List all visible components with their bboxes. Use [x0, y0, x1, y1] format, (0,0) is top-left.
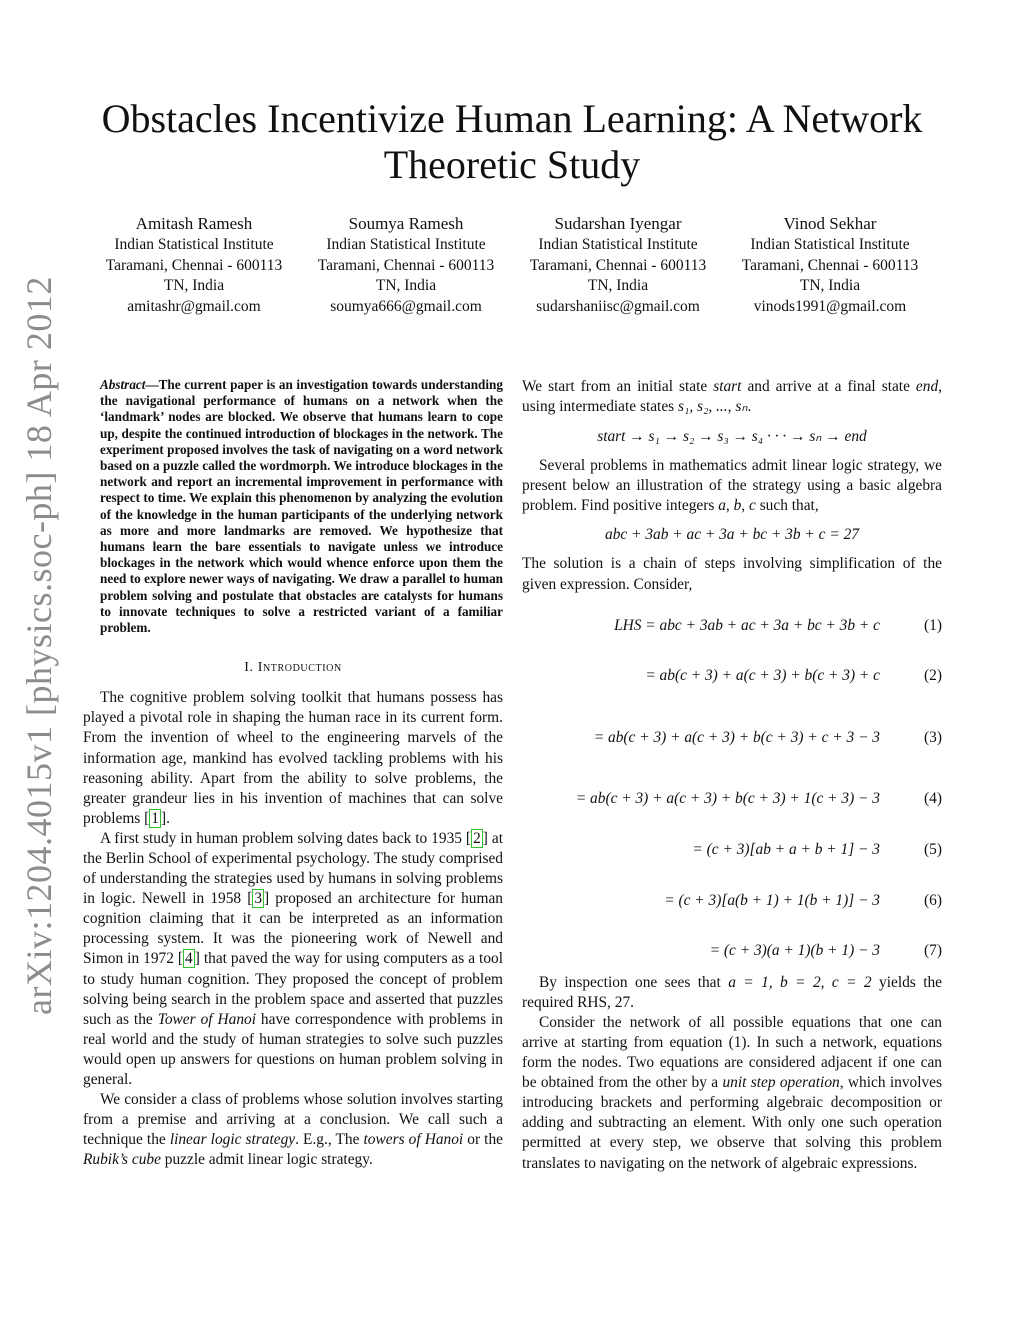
equation-expression: = ab(c + 3) + a(c + 3) + b(c + 3) + 1(c + 3) − 3: [575, 789, 880, 807]
right-column: [522, 377, 942, 1174]
text-run: proposed an architecture for human cognition claiming that it can be interpreted as an information processing system. It was the pioneering work of Newell and Simon in 1972: [83, 890, 503, 968]
citation-link[interactable]: 2: [473, 829, 481, 847]
arxiv-sidebar-stamp: arXiv:1204.4015v1 [physics.soc-ph] 18 Apr 2012: [19, 276, 59, 1015]
text-run: that paved the way for using computers as a tool to study human cognition. They proposed the concept of problem solving being search in the problem space and asserted that puzzles such as the: [83, 950, 503, 1028]
emphasis: linear logic strategy: [169, 1131, 296, 1149]
emphasis: towers of Hanoi: [363, 1131, 464, 1149]
text-run: We consider a class of problems whose solution involves starting from a premise and arriving at a conclusion. We call such a technique the: [83, 1091, 503, 1149]
author-block: [88, 213, 936, 317]
equation-number: (1): [924, 616, 942, 634]
abstract-text: —The current paper is an investigation towards understanding the navigational performance of humans on a network when the ‘landmark’ nodes are blocked. We observe that humans learn to cope up, despite the continued introduction of blockages in the network. The experiment proposed involves the task of navigating on a word network based on a puzzle called the wordmorph. We introduce blockages in the network and report an incremental improvement in performance with respect to time. We explain this phenomenon by analyzing the evolution of the knowledge in the human participants of the underlying network as more and more landmarks are removed. We hypothesize that humans learn the bare essentials to navigate unless we introduce blockages in the network which would whence enforce upon them the need to explore newer ways of navigating. We draw a parallel to human problem solving and postulate that obstacles are catalysts for humans to innovate techniques to solve a restricted variant of a familiar problem.: [100, 377, 503, 636]
text-run: , which involves introducing brackets and performing algebraic decomposition or adding and subtracting an element. With only one such operation permitted at every step, we observe that solving this problem translates to navigating on the network of algebraic expressions.: [522, 1074, 943, 1172]
author-country: TN, India: [163, 277, 225, 294]
equation-7: [522, 942, 942, 962]
author-email: vinods1991@gmail.com: [753, 297, 907, 315]
intro-paragraph-3: [83, 1090, 503, 1170]
author-email: soumya666@gmail.com: [330, 297, 482, 315]
author-email: sudarshaniisc@gmail.com: [536, 297, 700, 315]
abstract-label: Abstract: [100, 377, 146, 392]
text-run: .: [166, 809, 170, 827]
right-paragraph-2: [522, 456, 942, 516]
equation-number: (3): [924, 728, 942, 746]
equation-number: (7): [924, 941, 942, 959]
equation-number: (2): [924, 666, 942, 684]
text-run: and arrive at a final state: [741, 378, 916, 395]
text-run: Several problems in mathematics admit linear logic strategy, we present below an illustration of the strategy using a basic algebra problem. Find positive integers: [522, 457, 942, 515]
author-address: Taramani, Chennai - 600113: [105, 256, 283, 274]
equation-number: (6): [924, 891, 942, 909]
author-institution: Indian Statistical Institute: [114, 236, 274, 253]
author-name: Sudarshan Iyengar: [554, 214, 682, 233]
left-column: [83, 377, 503, 1171]
text-run: such that,: [755, 497, 819, 515]
author-email: amitashr@gmail.com: [127, 297, 261, 315]
author-address: Taramani, Chennai - 600113: [317, 256, 495, 274]
state-chain-equation: start → s₁ → s₂ → s₃ → s₄ · · · → sₙ → end: [597, 428, 867, 446]
citation-link[interactable]: 4: [185, 950, 193, 968]
equation-4: [522, 790, 942, 810]
text-run: have correspondence with problems in real world and the study of human strategies to solve such puzzles would open up answers for questions on human problem solving in general.: [83, 1010, 503, 1089]
equation-2: [522, 667, 942, 687]
section-number: I.: [244, 660, 254, 676]
abstract: [83, 377, 503, 636]
intro-paragraph-2: A first study in human problem solving dates back to 1935 [ 2 ] at the Berlin School of experimental psychology. The study comprised of understanding the strategies used by humans in solving problems in logic. Newell in 1958 [ 3 ] proposed an architecture for human cognition claiming that it can be interpreted as an information processing system. It was the pioneering work of Newell and Simon in 1972 [ 4 ] that paved the way for using computers as a tool to study human cognition. They proposed the concept of problem solving being search in the problem space and asserted that puzzles such as the Tower of Hanoi have correspondence with problems in real world and the study of human strategies to solve such puzzles would open up answers for questions on human problem solving in general.: [83, 829, 503, 1089]
text-run: yields the required RHS, 27.: [522, 973, 943, 1011]
author-3: [512, 213, 724, 317]
math-inline: a, b, c: [718, 497, 756, 515]
equation-3: [522, 729, 942, 749]
right-paragraph-3: The solution is a chain of steps involving simplification of the given expression. Consider,: [522, 555, 942, 593]
equation-expression: = ab(c + 3) + a(c + 3) + b(c + 3) + c: [645, 666, 880, 684]
emphasis: Rubik’s cube: [83, 1151, 161, 1169]
equation-expression: = (c + 3)[ab + a + b + 1] − 3: [692, 840, 880, 858]
author-country: TN, India: [375, 277, 437, 294]
author-institution: Indian Statistical Institute: [538, 236, 698, 253]
citation-link[interactable]: 1: [151, 809, 159, 827]
citation-link[interactable]: 3: [254, 890, 263, 908]
right-paragraph-1: [522, 377, 942, 417]
author-1: [88, 213, 300, 317]
equation-expression: LHS = abc + 3ab + ac + 3a + bc + 3b + c: [614, 616, 880, 634]
equation-expression: = ab(c + 3) + a(c + 3) + b(c + 3) + c + 3 − 3: [593, 728, 880, 746]
equation-expression: = (c + 3)[a(b + 1) + 1(b + 1)] − 3: [664, 891, 880, 909]
text-run: . E.g., The: [295, 1131, 364, 1149]
text-run: puzzle admit linear logic strategy.: [160, 1151, 373, 1169]
text-run: or the: [463, 1131, 503, 1149]
text-run: at the Berlin School of experimental psychology. The study comprised of understanding the strategies used by humans in solving problems in logic. Newell in 1958: [83, 829, 503, 908]
equation-6: [522, 892, 942, 912]
author-country: TN, India: [587, 277, 649, 294]
text-run: The cognitive problem solving toolkit that humans possess has played a pivotal role in shaping the human race in its current form. From the invention of wheel to the engineering marvels of the information age, mankind has evolved tackling problems with his reasoning ability. Apart from the ability to solve problems, the greater grandeur lies in his invention of machines that can solve problems: [83, 689, 503, 827]
text-run: , using intermediate states: [522, 378, 943, 416]
author-name: Vinod Sekhar: [783, 214, 877, 233]
equation-5: [522, 841, 942, 861]
section-heading-introduction: [83, 660, 503, 676]
author-address: Taramani, Chennai - 600113: [529, 256, 707, 274]
intro-paragraph-1: The cognitive problem solving toolkit that humans possess has played a pivotal role in shaping the human race in its current form. From the invention of wheel to the engineering marvels of the information age, mankind has evolved tackling problems with his reasoning ability. Apart from the ability to solve problems, the greater grandeur lies in his invention of machines that can solve problems [ 1 ].: [83, 689, 503, 827]
author-2: [300, 213, 512, 317]
equation-number: (5): [924, 840, 942, 858]
paper-title: [60, 96, 964, 188]
problem-equation: abc + 3ab + ac + 3a + bc + 3b + c = 27: [605, 526, 859, 544]
text-run: A first study in human problem solving dates back to 1935: [100, 829, 466, 847]
author-name: Soumya Ramesh: [348, 214, 464, 233]
text-run: We start from an initial state: [522, 378, 714, 395]
author-institution: Indian Statistical Institute: [750, 236, 910, 253]
emphasis: unit step operation: [722, 1074, 840, 1092]
right-paragraph-4: [522, 973, 942, 1013]
math-inline: a = 1, b = 2, c = 2: [728, 973, 872, 991]
author-4: [724, 213, 936, 317]
title-line-2: Theoretic Study: [383, 142, 641, 187]
emphasis: Tower of Hanoi: [157, 1010, 256, 1028]
author-institution: Indian Statistical Institute: [326, 236, 486, 253]
equation-number: (4): [924, 789, 942, 807]
text-run: By inspection one sees that: [539, 973, 729, 991]
text-run: Consider the network of all possible equations that one can arrive at starting from equation (1). In such a network, equations form the nodes. Two equations are considered adjacent if one can be obtained from the other by a: [522, 1013, 942, 1092]
title-line-1: Obstacles Incentivize Human Learning: A Network: [101, 96, 923, 141]
equation-expression: = (c + 3)(a + 1)(b + 1) − 3: [709, 941, 880, 959]
right-paragraph-5: [522, 1013, 942, 1174]
author-name: Amitash Ramesh: [135, 214, 253, 233]
emphasis: end: [915, 378, 939, 395]
author-country: TN, India: [799, 277, 861, 294]
equation-1: [522, 617, 942, 637]
section-title: Introduction: [257, 660, 342, 676]
author-address: Taramani, Chennai - 600113: [741, 256, 919, 274]
math-inline: s₁, s₂, ..., sₙ: [678, 398, 748, 416]
emphasis: start: [713, 378, 742, 395]
text-run: .: [747, 398, 752, 416]
